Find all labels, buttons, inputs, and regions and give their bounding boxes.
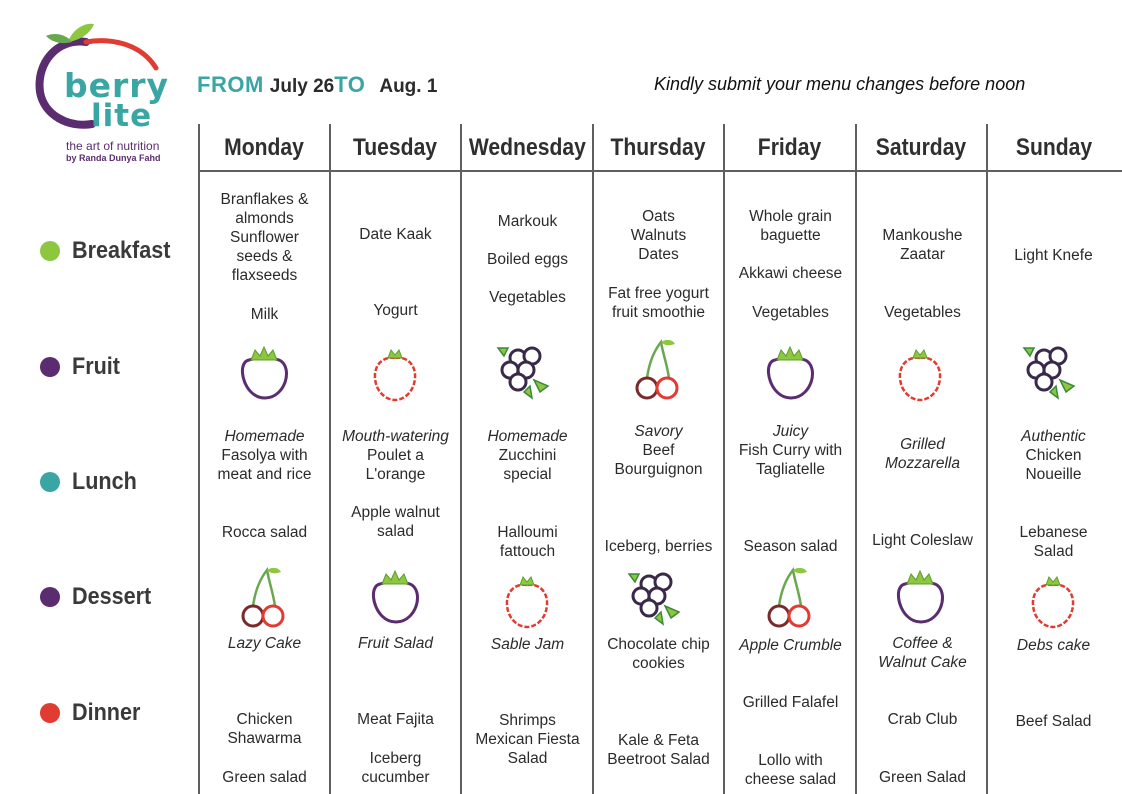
- monday-dinner-side: Green salad: [222, 769, 307, 786]
- menu-change-notice: Kindly submit your menu changes before noon: [654, 74, 1026, 94]
- tuesday-dinner-side: Iceberg cucumber: [361, 750, 430, 786]
- meal-row-dessert: [40, 584, 160, 610]
- dinner-dot-icon: [40, 703, 60, 723]
- strawberry-icon: [889, 562, 951, 630]
- logo-word-lite: lite: [91, 98, 153, 134]
- fruit-dot-icon: [40, 357, 60, 377]
- meal-label: Fruit: [72, 353, 120, 380]
- raspberry-icon: [364, 338, 426, 406]
- logo-word-berry: berry: [64, 66, 170, 105]
- breakfast-dot-icon: [40, 241, 60, 261]
- friday-breakfast-extra: Vegetables: [752, 304, 829, 321]
- saturday-breakfast: Mankoushe Zaatar: [882, 227, 963, 263]
- wednesday-dinner: Shrimps Mexican Fiesta Salad: [475, 712, 580, 767]
- wednesday-breakfast: Markouk: [497, 213, 558, 230]
- thursday-lunch-tag: Savory: [634, 423, 683, 440]
- tuesday-lunch: Poulet a L'orange: [365, 447, 426, 483]
- cherry-icon: [233, 562, 295, 630]
- day-header-thursday: Thursday: [610, 134, 706, 161]
- to-label: TO: [334, 72, 366, 97]
- blueberries-icon: [1022, 336, 1084, 404]
- friday-dinner: Grilled Falafel: [742, 694, 839, 711]
- thursday-breakfast: Oats Walnuts Dates: [630, 208, 687, 263]
- raspberry-icon: [889, 338, 951, 406]
- saturday-lunch: Grilled Mozzarella: [885, 436, 960, 472]
- tuesday-salad: Apple walnut salad: [351, 504, 440, 540]
- friday-breakfast: Whole grain baguette: [749, 208, 832, 244]
- day-header-friday: Friday: [757, 134, 822, 161]
- monday-dessert: Lazy Cake: [227, 635, 302, 652]
- tuesday-dinner: Meat Fajita: [357, 711, 434, 728]
- meal-label: Dinner: [72, 699, 141, 726]
- monday-breakfast: Branflakes & almonds Sunflower seeds & flaxseeds: [220, 191, 309, 284]
- header-divider: [198, 170, 1122, 172]
- meal-label: Dessert: [72, 583, 152, 610]
- thursday-lunch: Beef Bourguignon: [614, 442, 703, 478]
- saturday-salad: Light Coleslaw: [872, 532, 973, 549]
- sunday-dessert: Debs cake: [1016, 637, 1091, 654]
- wednesday-dessert: Sable Jam: [490, 636, 565, 653]
- tuesday-dessert: Fruit Salad: [358, 635, 433, 652]
- day-header-tuesday: Tuesday: [352, 134, 438, 161]
- logo-tagline: the art of nutrition: [66, 139, 160, 153]
- monday-breakfast-extra: Milk: [250, 306, 279, 323]
- meal-label: Lunch: [72, 468, 137, 495]
- saturday-dinner-side: Green Salad: [878, 769, 967, 786]
- thursday-dessert: Chocolate chip cookies: [607, 636, 710, 672]
- meal-row-dinner: [40, 700, 148, 726]
- strawberry-icon: [233, 338, 295, 406]
- monday-lunch-tag: Homemade: [224, 428, 305, 445]
- sunday-dinner: Beef Salad: [1015, 713, 1092, 730]
- logo-byline: by Randa Dunya Fahd: [66, 153, 161, 163]
- raspberry-icon: [496, 565, 558, 633]
- tuesday-lunch-tag: Mouth-watering: [342, 428, 449, 445]
- from-date: July 26: [269, 76, 335, 97]
- wednesday-lunch: Zucchini special: [498, 447, 557, 483]
- raspberry-icon: [1022, 565, 1084, 633]
- blueberries-icon: [496, 336, 558, 404]
- sunday-salad: Lebanese Salad: [1019, 524, 1088, 560]
- strawberry-icon: [364, 562, 426, 630]
- day-header-saturday: Saturday: [875, 134, 967, 161]
- meal-label: Breakfast: [72, 237, 171, 264]
- friday-dinner-side: Lollo with cheese salad: [744, 752, 837, 788]
- monday-salad: Rocca salad: [221, 524, 308, 541]
- wednesday-breakfast-2: Boiled eggs: [486, 251, 568, 268]
- monday-lunch: Fasolya with meat and rice: [217, 447, 312, 483]
- dessert-dot-icon: [40, 587, 60, 607]
- day-header-sunday: Sunday: [1015, 134, 1093, 161]
- sunday-lunch: Chicken Noueille: [1025, 447, 1082, 483]
- friday-salad: Season salad: [743, 538, 838, 555]
- saturday-dessert: Coffee & Walnut Cake: [878, 635, 967, 671]
- saturday-breakfast-extra: Vegetables: [884, 304, 961, 321]
- from-label: FROM: [197, 72, 264, 97]
- monday-dinner: Chicken Shawarma: [227, 711, 302, 747]
- blueberries-icon: [627, 562, 689, 630]
- tuesday-breakfast: Date Kaak: [359, 226, 432, 243]
- lunch-dot-icon: [40, 472, 60, 492]
- sunday-breakfast: Light Knefe: [1014, 247, 1093, 264]
- friday-lunch: Fish Curry with Tagliatelle: [738, 442, 843, 478]
- wednesday-lunch-tag: Homemade: [487, 428, 568, 445]
- day-header-monday: Monday: [224, 134, 304, 161]
- meal-row-lunch: [40, 469, 144, 495]
- meal-row-breakfast: [40, 238, 181, 264]
- to-date: Aug. 1: [379, 76, 438, 97]
- cherry-icon: [627, 334, 689, 402]
- meal-row-fruit: [40, 354, 125, 380]
- tuesday-breakfast-extra: Yogurt: [373, 302, 418, 319]
- wednesday-salad: Halloumi fattouch: [497, 524, 558, 560]
- thursday-salad: Iceberg, berries: [604, 538, 713, 555]
- berry-lite-logo: [28, 20, 188, 170]
- friday-lunch-tag: Juicy: [772, 423, 809, 440]
- day-header-wednesday: Wednesday: [468, 134, 586, 161]
- thursday-dinner: Kale & Feta Beetroot Salad: [607, 732, 710, 768]
- saturday-dinner: Crab Club: [887, 711, 958, 728]
- sunday-lunch-tag: Authentic: [1021, 428, 1086, 445]
- thursday-breakfast-extra: Fat free yogurt fruit smoothie: [608, 285, 709, 321]
- friday-breakfast-2: Akkawi cheese: [738, 265, 843, 282]
- wednesday-breakfast-extra: Vegetables: [489, 289, 566, 306]
- friday-dessert: Apple Crumble: [739, 637, 842, 654]
- cherry-icon: [759, 562, 821, 630]
- strawberry-icon: [759, 338, 821, 406]
- date-range: [197, 72, 437, 102]
